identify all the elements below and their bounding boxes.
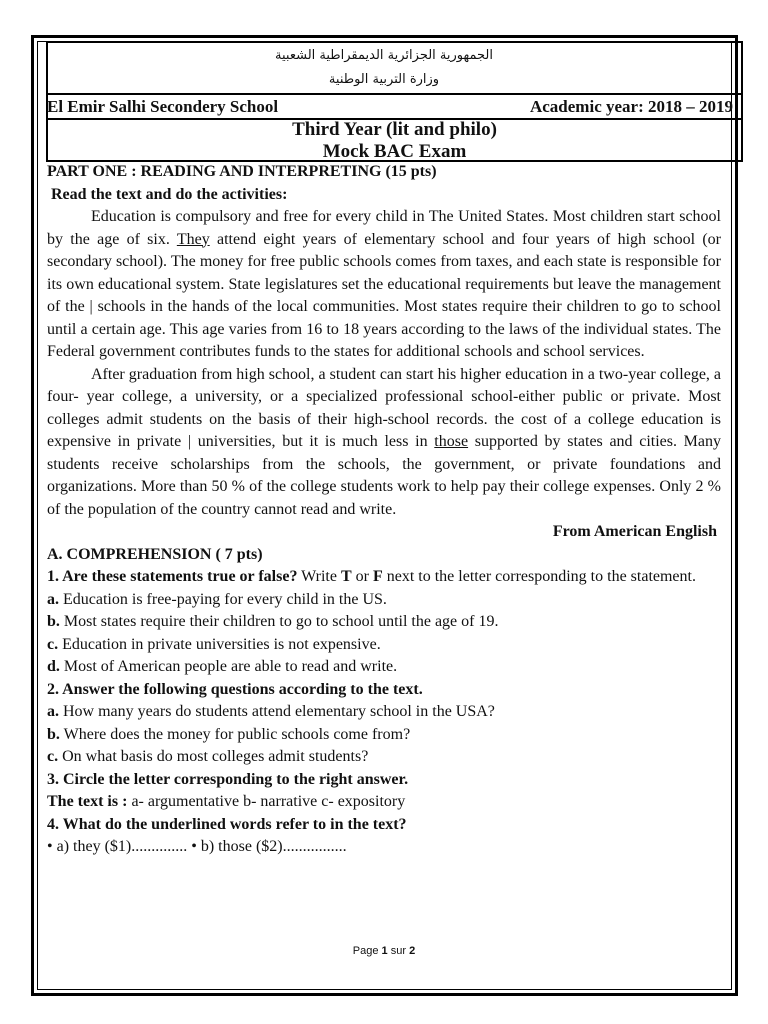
question-1: 1. Are these statements true or false? Write T or F next to the letter corresponding to the statement. bbox=[47, 568, 696, 585]
question-3: 3. Circle the letter corresponding to the right answer. bbox=[47, 770, 409, 788]
part-one-heading: PART ONE : READING AND INTERPRETING (15 pts) bbox=[47, 163, 437, 180]
statement-item: d. Most of American people are able to read and write. bbox=[47, 658, 398, 675]
text-source: From American English bbox=[552, 523, 717, 540]
header-divider bbox=[46, 93, 743, 95]
question-2: 2. Answer the following questions according to the text. bbox=[47, 680, 423, 698]
underlined-word-those: those bbox=[434, 433, 469, 450]
class-title: Third Year (lit and philo) bbox=[292, 119, 497, 140]
statement-item: a. Education is free-paying for every child in the US. bbox=[47, 590, 387, 608]
question-3-options: The text is : a- argumentative b- narrative c- expository bbox=[47, 793, 406, 810]
exam-content bbox=[47, 161, 721, 859]
underlined-word-they: They bbox=[176, 230, 210, 248]
header-arabic-republic: الجمهورية الجزائرية الديمقراطية الشعبية bbox=[275, 48, 493, 63]
header-arabic-ministry: وزارة التربية الوطنية bbox=[328, 72, 440, 87]
text-paragraph-1: Education is compulsory and free for every child in The United States. Most children start school by the age of six. They attend eight years of elementary school and four years of high school (or secondary school). The money for free public schools comes from taxes, and each state is responsible for its own educational system. State legislatures set the educational requirements but leave the management of the | schools in the hands of the local communities. Most states require their children to go to school until a certain age. This age varies from 16 to 18 years according to the laws of the individual states. The Federal government contributes funds to the states for additional schools and school services. bbox=[47, 208, 721, 360]
academic-year: Academic year: 2018 – 2019 bbox=[529, 97, 733, 116]
question-4: 4. What do the underlined words refer to in the text? bbox=[47, 815, 407, 833]
exam-title: Mock BAC Exam bbox=[322, 141, 467, 162]
school-row bbox=[47, 96, 733, 118]
question-item: a. How many years do students attend elementary school in the USA? bbox=[47, 703, 495, 720]
reading-instruction: Read the text and do the activities: bbox=[51, 185, 288, 203]
question-4-answers: • a) they ($1).............. • b) those ($2)................ bbox=[47, 838, 347, 855]
comprehension-heading: A. COMPREHENSION ( 7 pts) bbox=[47, 545, 263, 563]
text-paragraph-2: After graduation from high school, a student can start his higher education in a two-year college, a four- year college, a university, or a specialized professional school-either public or private. Most colleges admit students on the basis of their high-school records. the cost of a college education is expensive in private | universities, but it is much less in those supported by states and cities. Many students receive scholarships from the schools, the government, or private foundations and organizations. More than 50 % of the college students work to help pay their college expenses. Only 2 % of the population of the country cannot read and write. bbox=[47, 365, 722, 518]
statement-item: b. Most states require their children to go to school until the age of 19. bbox=[47, 613, 499, 630]
page-total: 2 bbox=[409, 945, 416, 957]
question-item: c. On what basis do most colleges admit students? bbox=[47, 748, 369, 765]
question-item: b. Where does the money for public schools come from? bbox=[47, 725, 411, 743]
statement-item: c. Education in private universities is not expensive. bbox=[47, 635, 381, 653]
school-name: El Emir Salhi Secondery School bbox=[47, 97, 279, 116]
page-number: 1 bbox=[381, 945, 388, 957]
page-footer: Page 1 sur 2 bbox=[352, 945, 416, 957]
